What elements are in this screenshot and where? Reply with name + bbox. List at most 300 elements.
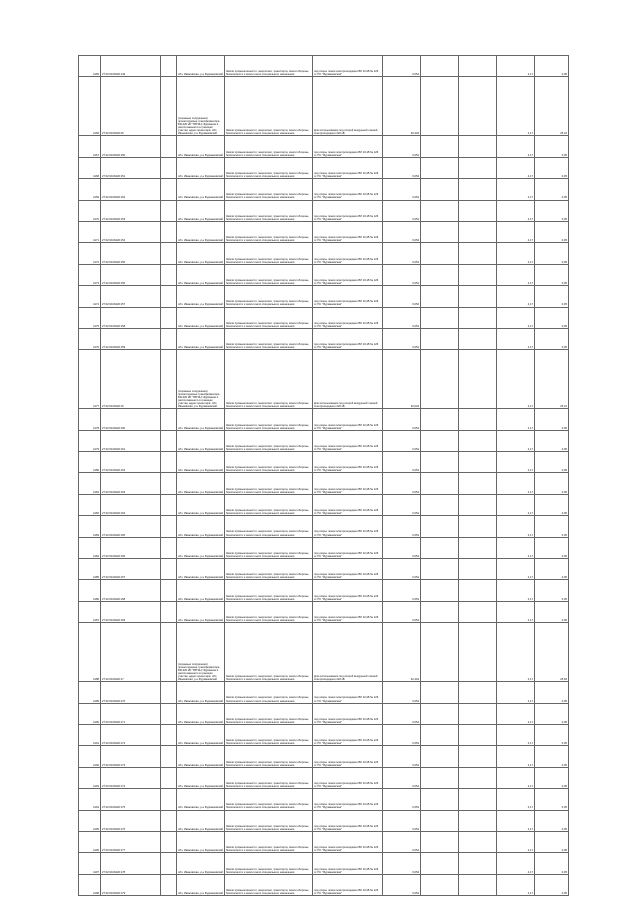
- rate-cell: 4,17: [497, 767, 535, 788]
- cadastral-number: 27:02:0109420:163: [101, 473, 161, 494]
- table-row: [79, 682, 569, 703]
- spacer-cell: [161, 77, 177, 136]
- parcel-number: 4178: [79, 409, 101, 430]
- amount-cell: 25,01: [535, 350, 569, 409]
- location-cell: (охранные сооружения) проектируемые трансформатора БЯ-220 кВ "ТФТЭЦ"-Фурманов-1 расположенного в границах участка, адрес ориентира: обл. Ивановская, р-н Фурмановский: [177, 77, 225, 136]
- parcel-number: 4182: [79, 494, 101, 515]
- rate-cell: 4,17: [497, 537, 535, 558]
- area-cell: 0,054: [383, 559, 421, 580]
- table-row: [79, 77, 569, 136]
- land-category-cell: Земли промышленности, энергетики, транспорта, земли обороны, безопасности и земли иного специального назначения: [225, 157, 313, 178]
- table-row: [79, 853, 569, 874]
- empty-cell: [421, 243, 459, 264]
- amount-cell: 0,05: [535, 494, 569, 515]
- parcel-number: 4170: [79, 200, 101, 221]
- spacer-cell: [161, 810, 177, 831]
- empty-cell: [421, 286, 459, 307]
- land-category-cell: Земли промышленности, энергетики, транспорта, земли обороны, безопасности и земли иного специального назначения: [225, 559, 313, 580]
- empty-cell: [421, 810, 459, 831]
- location-cell: обл. Ивановская, р-н Фурмановский: [177, 307, 225, 328]
- permitted-use-cell: под опоры линии электропередачи ВЛ 10 кВ № 126 от ПС "Фурмановская": [313, 328, 383, 349]
- empty-cell: [459, 874, 497, 895]
- cadastral-number: 27:02:0109420:157: [101, 286, 161, 307]
- land-category-cell: Земли промышленности, энергетики, транспорта, земли обороны, безопасности и земли иного специального назначения: [225, 831, 313, 852]
- location-cell: обл. Ивановская, р-н Фурмановский: [177, 157, 225, 178]
- parcel-number: 4177: [79, 350, 101, 409]
- spacer-cell: [161, 767, 177, 788]
- table-row: [79, 409, 569, 430]
- location-cell: обл. Ивановская, р-н Фурмановский: [177, 264, 225, 285]
- spacer-cell: [161, 409, 177, 430]
- amount-cell: 0,05: [535, 243, 569, 264]
- empty-cell: [459, 724, 497, 745]
- empty-cell: [459, 810, 497, 831]
- area-cell: 0,054: [383, 264, 421, 285]
- land-category-cell: Земли промышленности, энергетики, транспорта, земли обороны, безопасности и земли иного специального назначения: [225, 494, 313, 515]
- amount-cell: 25,34: [535, 77, 569, 136]
- empty-cell: [421, 703, 459, 724]
- land-category-cell: Земли промышленности, энергетики, транспорта, земли обороны, безопасности и земли иного специального назначения: [225, 767, 313, 788]
- rate-cell: 4,17: [497, 746, 535, 767]
- cadastral-number: 27:02:0109420:155: [101, 243, 161, 264]
- amount-cell: 0,05: [535, 307, 569, 328]
- permitted-use-cell: под опоры линии электропередачи ВЛ 10 кВ № 126 от ПС "Фурмановская": [313, 56, 383, 77]
- cadastral-number: 27:02:0109420:170: [101, 682, 161, 703]
- area-cell: 0,054: [383, 56, 421, 77]
- area-cell: 0,054: [383, 430, 421, 451]
- land-category-cell: Земли промышленности, энергетики, транспорта, земли обороны, безопасности и земли иного специального назначения: [225, 243, 313, 264]
- location-cell: обл. Ивановская, р-н Фурмановский: [177, 286, 225, 307]
- cadastral-number: 27:02:0109420:164: [101, 494, 161, 515]
- amount-cell: 0,05: [535, 559, 569, 580]
- spacer-cell: [161, 789, 177, 810]
- empty-cell: [421, 409, 459, 430]
- spacer-cell: [161, 179, 177, 200]
- parcel-number: 4181: [79, 473, 101, 494]
- permitted-use-cell: под опоры линии электропередачи ВЛ 10 кВ № 126 от ПС "Фурмановская": [313, 580, 383, 601]
- permitted-use-cell: под опоры линии электропередачи ВЛ 10 кВ № 126 от ПС "Фурмановская": [313, 430, 383, 451]
- permitted-use-cell: под опоры линии электропередачи ВЛ 10 кВ № 126 от ПС "Фурмановская": [313, 157, 383, 178]
- rate-cell: 4,17: [497, 409, 535, 430]
- empty-cell: [421, 494, 459, 515]
- empty-cell: [459, 473, 497, 494]
- empty-cell: [421, 77, 459, 136]
- rate-cell: 4,17: [497, 307, 535, 328]
- table-row: [79, 831, 569, 852]
- spacer-cell: [161, 221, 177, 242]
- empty-cell: [459, 307, 497, 328]
- land-category-cell: Земли промышленности, энергетики, транспорта, земли обороны, безопасности и земли иного специального назначения: [225, 430, 313, 451]
- area-cell: 30,004: [383, 350, 421, 409]
- rate-cell: 4,17: [497, 874, 535, 895]
- empty-cell: [459, 580, 497, 601]
- area-cell: 0,054: [383, 221, 421, 242]
- permitted-use-cell: Для использования под опорой воздушной линией электропередачи 220 кВ: [313, 350, 383, 409]
- area-cell: 0,054: [383, 409, 421, 430]
- table-row: [79, 179, 569, 200]
- land-category-cell: Земли промышленности, энергетики, транспорта, земли обороны, безопасности и земли иного специального назначения: [225, 724, 313, 745]
- cadastral-number: 27:02:0109420:160: [101, 409, 161, 430]
- land-category-cell: Земли промышленности, энергетики, транспорта, земли обороны, безопасности и земли иного специального назначения: [225, 623, 313, 682]
- permitted-use-cell: под опоры линии электропередачи ВЛ 10 кВ № 126 от ПС "Фурмановская": [313, 136, 383, 157]
- rate-cell: 4,17: [497, 77, 535, 136]
- cadastral-number: 27:02:0109420:175: [101, 789, 161, 810]
- empty-cell: [421, 328, 459, 349]
- amount-cell: 0,05: [535, 264, 569, 285]
- location-cell: обл. Ивановская, р-н Фурмановский: [177, 430, 225, 451]
- empty-cell: [459, 409, 497, 430]
- area-cell: 0,054: [383, 746, 421, 767]
- spacer-cell: [161, 200, 177, 221]
- area-cell: 0,054: [383, 810, 421, 831]
- empty-cell: [421, 136, 459, 157]
- spacer-cell: [161, 601, 177, 622]
- cadastral-number: 27:02:0109420:168: [101, 580, 161, 601]
- table-row: [79, 200, 569, 221]
- amount-cell: 0,05: [535, 853, 569, 874]
- table-row: [79, 559, 569, 580]
- cadastral-number: 27:02:0109420:161: [101, 430, 161, 451]
- amount-cell: 0,05: [535, 831, 569, 852]
- amount-cell: 0,05: [535, 580, 569, 601]
- parcel-number: 4180: [79, 452, 101, 473]
- empty-cell: [421, 537, 459, 558]
- rate-cell: 4,17: [497, 473, 535, 494]
- land-category-cell: Земли промышленности, энергетики, транспорта, земли обороны, безопасности и земли иного специального назначения: [225, 601, 313, 622]
- empty-cell: [459, 328, 497, 349]
- area-cell: 0,054: [383, 874, 421, 895]
- rate-cell: 4,17: [497, 810, 535, 831]
- area-cell: 0,054: [383, 601, 421, 622]
- spacer-cell: [161, 452, 177, 473]
- land-parcel-table: [78, 55, 569, 896]
- cadastral-number: 27:02:0109420:166: [101, 537, 161, 558]
- table-row: [79, 601, 569, 622]
- area-cell: 0,054: [383, 853, 421, 874]
- table-row: [79, 286, 569, 307]
- permitted-use-cell: под опоры линии электропередачи ВЛ 10 кВ № 126 от ПС "Фурмановская": [313, 494, 383, 515]
- empty-cell: [421, 452, 459, 473]
- land-category-cell: Земли промышленности, энергетики, транспорта, земли обороны, безопасности и земли иного специального назначения: [225, 200, 313, 221]
- spacer-cell: [161, 243, 177, 264]
- amount-cell: 0,05: [535, 430, 569, 451]
- cadastral-number: 27:02:0109420:178: [101, 853, 161, 874]
- permitted-use-cell: под опоры линии электропередачи ВЛ 10 кВ № 126 от ПС "Фурмановская": [313, 831, 383, 852]
- location-cell: обл. Ивановская, р-н Фурмановский: [177, 831, 225, 852]
- table-row: [79, 56, 569, 77]
- area-cell: 0,054: [383, 682, 421, 703]
- cadastral-number: 27:02:0109420:156: [101, 264, 161, 285]
- location-cell: обл. Ивановская, р-н Фурмановский: [177, 810, 225, 831]
- table-row: [79, 703, 569, 724]
- location-cell: (охранные сооружения) проектируемые трансформатора БЯ-220 кВ "ТФТЭЦ"-Фурманов-1 расположенного в границах участка, адрес ориентира: обл. Ивановская, р-н Фурмановский: [177, 350, 225, 409]
- land-category-cell: Земли промышленности, энергетики, транспорта, земли обороны, безопасности и земли иного специального назначения: [225, 350, 313, 409]
- location-cell: обл. Ивановская, р-н Фурмановский: [177, 703, 225, 724]
- parcel-number: 4197: [79, 853, 101, 874]
- land-category-cell: Земли промышленности, энергетики, транспорта, земли обороны, безопасности и земли иного специального назначения: [225, 264, 313, 285]
- permitted-use-cell: Для использования под опорой воздушной линией электропередачи 220 кВ: [313, 623, 383, 682]
- parcel-number: 4198: [79, 874, 101, 895]
- parcel-number: 4173: [79, 264, 101, 285]
- permitted-use-cell: под опоры линии электропередачи ВЛ 10 кВ № 126 от ПС "Фурмановская": [313, 264, 383, 285]
- cadastral-number: 27:02:0109420:159: [101, 328, 161, 349]
- permitted-use-cell: под опоры линии электропередачи ВЛ 10 кВ № 126 от ПС "Фурмановская": [313, 746, 383, 767]
- spacer-cell: [161, 853, 177, 874]
- empty-cell: [421, 516, 459, 537]
- parcel-number: 4176: [79, 328, 101, 349]
- empty-cell: [459, 200, 497, 221]
- area-cell: 0,054: [383, 831, 421, 852]
- empty-cell: [459, 767, 497, 788]
- location-cell: обл. Ивановская, р-н Фурмановский: [177, 874, 225, 895]
- spacer-cell: [161, 473, 177, 494]
- land-category-cell: Земли промышленности, энергетики, транспорта, земли обороны, безопасности и земли иного специального назначения: [225, 179, 313, 200]
- location-cell: обл. Ивановская, р-н Фурмановский: [177, 200, 225, 221]
- land-category-cell: Земли промышленности, энергетики, транспорта, земли обороны, безопасности и земли иного специального назначения: [225, 703, 313, 724]
- empty-cell: [421, 601, 459, 622]
- spacer-cell: [161, 623, 177, 682]
- empty-cell: [459, 286, 497, 307]
- land-category-cell: Земли промышленности, энергетики, транспорта, земли обороны, безопасности и земли иного специального назначения: [225, 580, 313, 601]
- area-cell: 0,054: [383, 789, 421, 810]
- spacer-cell: [161, 682, 177, 703]
- spacer-cell: [161, 430, 177, 451]
- location-cell: обл. Ивановская, р-н Фурмановский: [177, 56, 225, 77]
- rate-cell: 4,17: [497, 580, 535, 601]
- cadastral-number: 27:02:0109420:151: [101, 157, 161, 178]
- table-row: [79, 452, 569, 473]
- amount-cell: 0,05: [535, 157, 569, 178]
- area-cell: 0,054: [383, 200, 421, 221]
- table-row: [79, 157, 569, 178]
- amount-cell: 0,05: [535, 537, 569, 558]
- location-cell: обл. Ивановская, р-н Фурмановский: [177, 243, 225, 264]
- rate-cell: 4,17: [497, 601, 535, 622]
- spacer-cell: [161, 56, 177, 77]
- area-cell: 0,054: [383, 136, 421, 157]
- rate-cell: 4,17: [497, 831, 535, 852]
- land-category-cell: Земли промышленности, энергетики, транспорта, земли обороны, безопасности и земли иного специального назначения: [225, 136, 313, 157]
- location-cell: обл. Ивановская, р-н Фурмановский: [177, 767, 225, 788]
- table-row: [79, 221, 569, 242]
- area-cell: 0,054: [383, 328, 421, 349]
- amount-cell: 0,05: [535, 746, 569, 767]
- empty-cell: [421, 56, 459, 77]
- empty-cell: [459, 494, 497, 515]
- permitted-use-cell: под опоры линии электропередачи ВЛ 10 кВ № 126 от ПС "Фурмановская": [313, 810, 383, 831]
- amount-cell: 0,05: [535, 767, 569, 788]
- parcel-number: 4188: [79, 623, 101, 682]
- empty-cell: [459, 179, 497, 200]
- table-row: [79, 136, 569, 157]
- empty-cell: [421, 350, 459, 409]
- parcel-number: 4191: [79, 724, 101, 745]
- area-cell: 0,054: [383, 494, 421, 515]
- parcel-number: 4186: [79, 580, 101, 601]
- parcel-number: 4179: [79, 430, 101, 451]
- rate-cell: 4,17: [497, 703, 535, 724]
- land-category-cell: Земли промышленности, энергетики, транспорта, земли обороны, безопасности и земли иного специального назначения: [225, 77, 313, 136]
- area-cell: 0,054: [383, 724, 421, 745]
- parcel-number: 4183: [79, 516, 101, 537]
- rate-cell: 4,17: [497, 157, 535, 178]
- empty-cell: [459, 537, 497, 558]
- cadastral-number: 27:02:0109420:162: [101, 452, 161, 473]
- amount-cell: 0,05: [535, 179, 569, 200]
- spacer-cell: [161, 580, 177, 601]
- location-cell: обл. Ивановская, р-н Фурмановский: [177, 409, 225, 430]
- rate-cell: 4,17: [497, 623, 535, 682]
- table-row: [79, 350, 569, 409]
- empty-cell: [459, 350, 497, 409]
- amount-cell: 0,05: [535, 136, 569, 157]
- permitted-use-cell: Для использования под опорой воздушной линией электропередачи 220 кВ: [313, 77, 383, 136]
- location-cell: (охранные сооружения) проектируемые трансформатора БЯ-220 кВ "ТФТЭЦ"-Фурманов-1 расположенного в границах участка, адрес ориентира: обл. Ивановская, р-н Фурмановский: [177, 623, 225, 682]
- location-cell: обл. Ивановская, р-н Фурмановский: [177, 853, 225, 874]
- spacer-cell: [161, 328, 177, 349]
- empty-cell: [459, 831, 497, 852]
- cadastral-number: 27:02:0109420:169: [101, 601, 161, 622]
- land-category-cell: Земли промышленности, энергетики, транспорта, земли обороны, безопасности и земли иного специального назначения: [225, 307, 313, 328]
- location-cell: обл. Ивановская, р-н Фурмановский: [177, 537, 225, 558]
- empty-cell: [459, 516, 497, 537]
- amount-cell: 0,05: [535, 601, 569, 622]
- cadastral-number: 27:02:0109420:150: [101, 136, 161, 157]
- empty-cell: [459, 430, 497, 451]
- permitted-use-cell: под опоры линии электропередачи ВЛ 10 кВ № 126 от ПС "Фурмановская": [313, 874, 383, 895]
- land-category-cell: Земли промышленности, энергетики, транспорта, земли обороны, безопасности и земли иного специального назначения: [225, 328, 313, 349]
- spacer-cell: [161, 831, 177, 852]
- rate-cell: 4,17: [497, 516, 535, 537]
- area-cell: 0,054: [383, 286, 421, 307]
- permitted-use-cell: под опоры линии электропередачи ВЛ 10 кВ № 126 от ПС "Фурмановская": [313, 473, 383, 494]
- cadastral-number: 27:02:0109420:172: [101, 724, 161, 745]
- rate-cell: 4,17: [497, 136, 535, 157]
- area-cell: 0,054: [383, 580, 421, 601]
- parcel-number: 4174: [79, 286, 101, 307]
- rate-cell: 4,17: [497, 328, 535, 349]
- location-cell: обл. Ивановская, р-н Фурмановский: [177, 682, 225, 703]
- spacer-cell: [161, 746, 177, 767]
- rate-cell: 4,17: [497, 853, 535, 874]
- location-cell: обл. Ивановская, р-н Фурмановский: [177, 516, 225, 537]
- parcel-number: 4165: [79, 56, 101, 77]
- empty-cell: [459, 623, 497, 682]
- cadastral-number: 27:02:0109420:179: [101, 874, 161, 895]
- cadastral-number: 27:02:0109420:176: [101, 810, 161, 831]
- empty-cell: [421, 724, 459, 745]
- empty-cell: [459, 452, 497, 473]
- parcel-number: 4175: [79, 307, 101, 328]
- cadastral-number: 27:02:0109420:17: [101, 623, 161, 682]
- land-category-cell: Земли промышленности, энергетики, транспорта, земли обороны, безопасности и земли иного специального назначения: [225, 473, 313, 494]
- table-row: [79, 580, 569, 601]
- location-cell: обл. Ивановская, р-н Фурмановский: [177, 580, 225, 601]
- table-row: [79, 264, 569, 285]
- land-category-cell: Земли промышленности, энергетики, транспорта, земли обороны, безопасности и земли иного специального назначения: [225, 286, 313, 307]
- rate-cell: 4,17: [497, 243, 535, 264]
- spacer-cell: [161, 286, 177, 307]
- land-category-cell: Земли промышленности, энергетики, транспорта, земли обороны, безопасности и земли иного специального назначения: [225, 452, 313, 473]
- permitted-use-cell: под опоры линии электропередачи ВЛ 10 кВ № 126 от ПС "Фурмановская": [313, 703, 383, 724]
- table-row: [79, 328, 569, 349]
- empty-cell: [459, 559, 497, 580]
- table-row: [79, 623, 569, 682]
- table-row: [79, 494, 569, 515]
- table-row: [79, 430, 569, 451]
- area-cell: 0,054: [383, 452, 421, 473]
- amount-cell: 0,05: [535, 703, 569, 724]
- land-category-cell: Земли промышленности, энергетики, транспорта, земли обороны, безопасности и земли иного специального назначения: [225, 221, 313, 242]
- parcel-number: 4187: [79, 601, 101, 622]
- area-cell: 30,404: [383, 77, 421, 136]
- spacer-cell: [161, 874, 177, 895]
- table-row: [79, 746, 569, 767]
- empty-cell: [421, 746, 459, 767]
- location-cell: обл. Ивановская, р-н Фурмановский: [177, 221, 225, 242]
- permitted-use-cell: под опоры линии электропередачи ВЛ 10 кВ № 126 от ПС "Фурмановская": [313, 452, 383, 473]
- empty-cell: [459, 682, 497, 703]
- permitted-use-cell: под опоры линии электропередачи ВЛ 10 кВ № 126 от ПС "Фурмановская": [313, 243, 383, 264]
- empty-cell: [459, 853, 497, 874]
- empty-cell: [459, 221, 497, 242]
- table-row: [79, 874, 569, 895]
- amount-cell: 0,05: [535, 682, 569, 703]
- area-cell: 0,054: [383, 537, 421, 558]
- table-row: [79, 537, 569, 558]
- empty-cell: [421, 430, 459, 451]
- spacer-cell: [161, 724, 177, 745]
- amount-cell: 0,05: [535, 874, 569, 895]
- location-cell: обл. Ивановская, р-н Фурмановский: [177, 494, 225, 515]
- cadastral-number: 27:02:0109420:154: [101, 221, 161, 242]
- parcel-number: 4167: [79, 136, 101, 157]
- amount-cell: 0,05: [535, 286, 569, 307]
- amount-cell: 0,05: [535, 221, 569, 242]
- parcel-number: 4196: [79, 831, 101, 852]
- permitted-use-cell: под опоры линии электропередачи ВЛ 10 кВ № 126 от ПС "Фурмановская": [313, 307, 383, 328]
- table-row: [79, 724, 569, 745]
- empty-cell: [459, 789, 497, 810]
- empty-cell: [421, 682, 459, 703]
- permitted-use-cell: под опоры линии электропередачи ВЛ 10 кВ № 126 от ПС "Фурмановская": [313, 221, 383, 242]
- parcel-number: 4171: [79, 221, 101, 242]
- rate-cell: 4,17: [497, 724, 535, 745]
- parcel-number: 4166: [79, 77, 101, 136]
- empty-cell: [421, 559, 459, 580]
- empty-cell: [421, 264, 459, 285]
- permitted-use-cell: под опоры линии электропередачи ВЛ 10 кВ № 126 от ПС "Фурмановская": [313, 724, 383, 745]
- spacer-cell: [161, 516, 177, 537]
- table-row: [79, 810, 569, 831]
- area-cell: 0,054: [383, 243, 421, 264]
- cadastral-number: 27:02:0109420:153: [101, 200, 161, 221]
- empty-cell: [421, 473, 459, 494]
- permitted-use-cell: под опоры линии электропередачи ВЛ 10 кВ № 126 от ПС "Фурмановская": [313, 767, 383, 788]
- parcel-number: 4189: [79, 682, 101, 703]
- cadastral-number: 27:02:0109420:177: [101, 831, 161, 852]
- empty-cell: [421, 874, 459, 895]
- rate-cell: 4,17: [497, 200, 535, 221]
- rate-cell: 4,17: [497, 452, 535, 473]
- land-category-cell: Земли промышленности, энергетики, транспорта, земли обороны, безопасности и земли иного специального назначения: [225, 874, 313, 895]
- empty-cell: [459, 746, 497, 767]
- cadastral-number: 27:02:0109420:167: [101, 559, 161, 580]
- rate-cell: 4,17: [497, 264, 535, 285]
- land-category-cell: Земли промышленности, энергетики, транспорта, земли обороны, безопасности и земли иного специального назначения: [225, 789, 313, 810]
- spacer-cell: [161, 494, 177, 515]
- empty-cell: [459, 703, 497, 724]
